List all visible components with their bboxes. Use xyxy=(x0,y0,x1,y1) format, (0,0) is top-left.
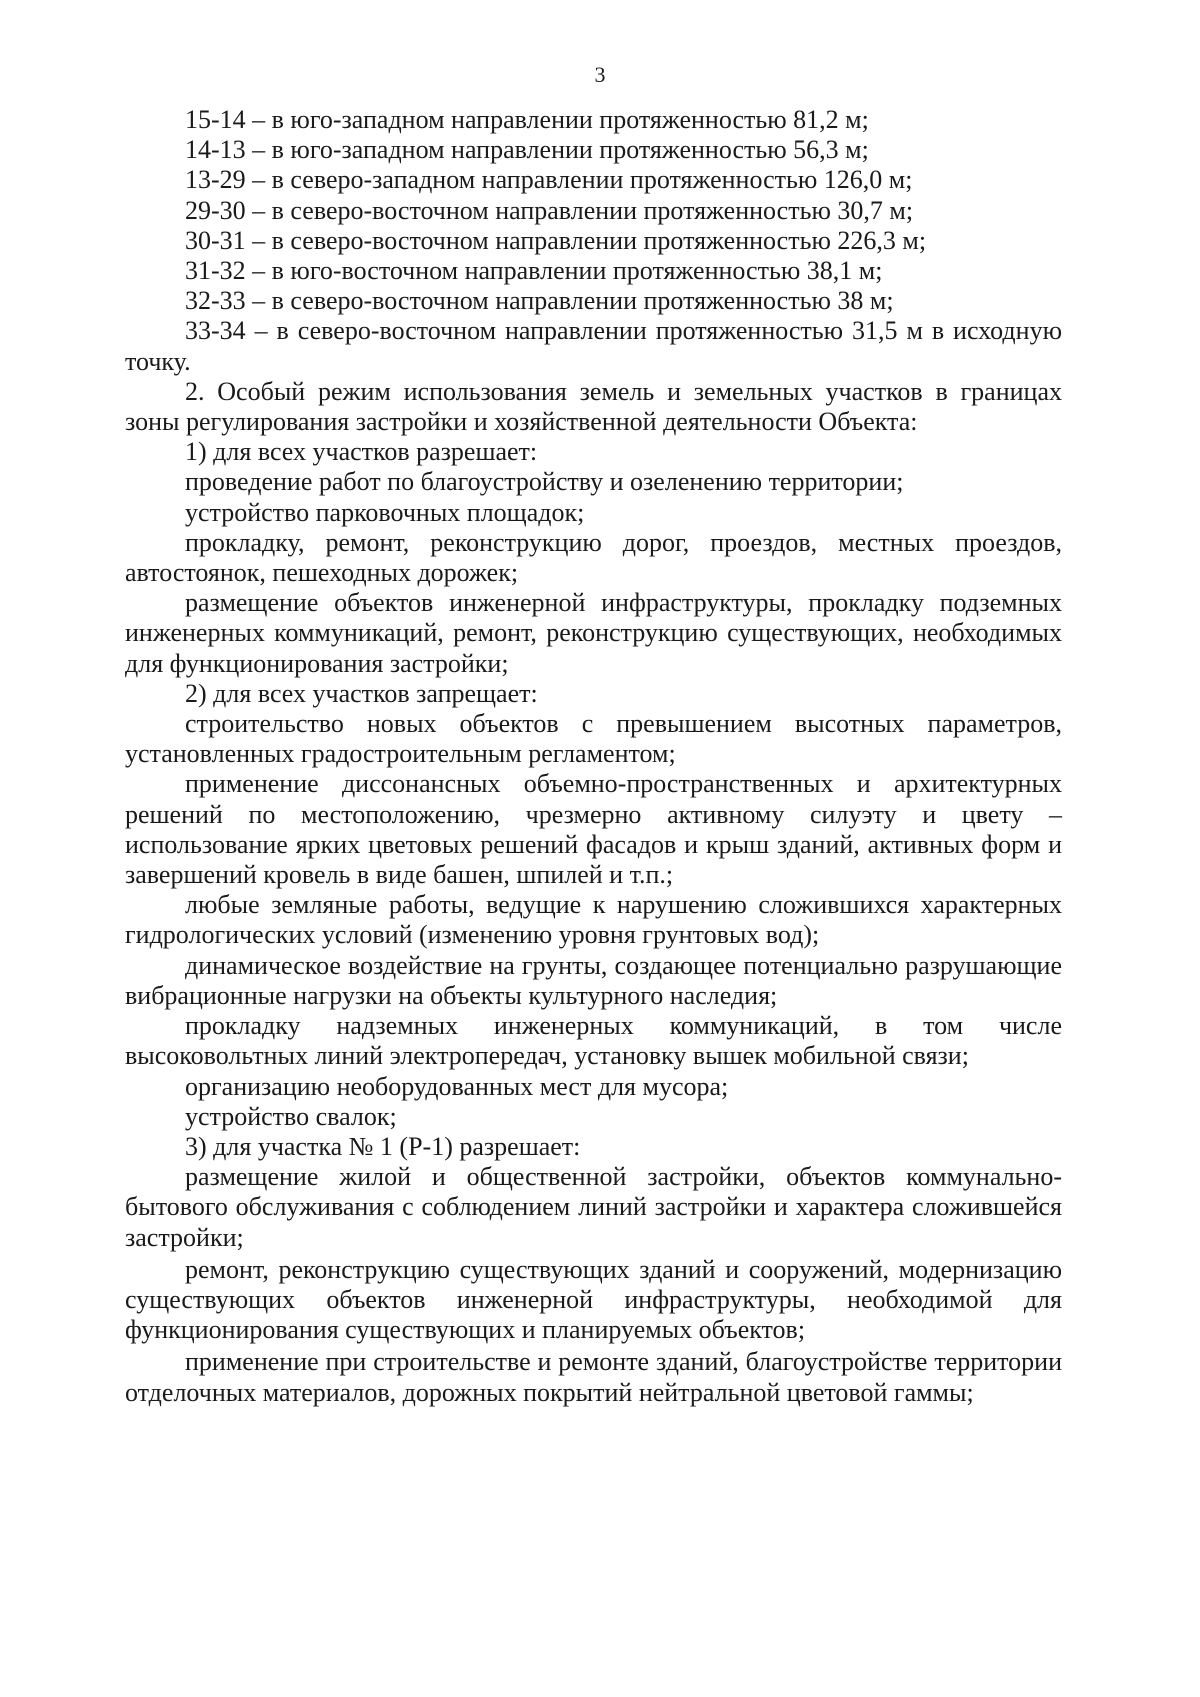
boundary-line-final: 33-34 – в северо-восточном направлении протяженностью 31,5 м в исходную точку. xyxy=(125,316,1062,376)
list-item: ремонт, реконструкцию существующих зданий и сооружений, модернизацию существующих объектов инженерной инфраструктуры, необходимой для функционирования существующих и планируемых объектов; xyxy=(125,1254,1062,1345)
list-item: устройство свалок; xyxy=(185,1101,397,1131)
list-item: размещение жилой и общественной застройки, объектов коммунально-бытового обслуживания с соблюдением линий застройки и характера сложившейся застройки; xyxy=(125,1162,1062,1252)
list-item: динамическое воздействие на грунты, создающее потенциально разрушающие вибрационные нагрузки на объекты культурного наследия; xyxy=(125,950,1062,1010)
list-item: применение диссонансных объемно-пространственных и архитектурных решений по местоположению, чрезмерно активному силуэту и цвету – использование ярких цветовых решений фасадов и крыш зданий, активных форм и завершений кровель в виде башен, шпилей и т.п.; xyxy=(125,769,1062,890)
list-item: применение при строительстве и ремонте зданий, благоустройстве территории отделочных материалов, дорожных покрытий нейтральной цветовой гаммы; xyxy=(125,1347,1062,1407)
boundary-line: 15-14 – в юго-западном направлении протяженностью 81,2 м; xyxy=(185,105,869,134)
document-body xyxy=(125,105,1062,1408)
list-item: размещение объектов инженерной инфраструктуры, прокладку подземных инженерных коммуникаций, ремонт, реконструкцию существующих, необходимых для функционирования застройки; xyxy=(125,588,1062,678)
list-item: проведение работ по благоустройству и озеленению территории; xyxy=(185,467,904,497)
list-item: строительство новых объектов с превышением высотных параметров, установленных градостроительным регламентом; xyxy=(125,709,1062,769)
boundary-line: 32-33 – в северо-восточном направлении протяженностью 38 м; xyxy=(185,286,894,316)
list-item: устройство парковочных площадок; xyxy=(185,497,585,527)
list-item: прокладку надземных инженерных коммуникаций, в том числе высоковольтных линий электропередач, установку вышек мобильной связи; xyxy=(125,1011,1062,1071)
boundary-line: 14-13 – в юго-западном направлении протяженностью 56,3 м; xyxy=(185,135,869,165)
list-item: организацию необорудованных мест для мусора; xyxy=(185,1071,729,1101)
boundary-line: 30-31 – в северо-восточном направлении протяженностью 226,3 м; xyxy=(185,225,927,255)
subsection-1-heading: 1) для всех участков разрешает: xyxy=(185,437,538,467)
list-item: прокладку, ремонт, реконструкцию дорог, проездов, местных проездов, автостоянок, пешеходных дорожек; xyxy=(125,527,1062,588)
subsection-2-heading: 2) для всех участков запрещает: xyxy=(185,678,538,708)
boundary-line: 29-30 – в северо-восточном направлении протяженностью 30,7 м; xyxy=(185,195,914,225)
list-item: любые земляные работы, ведущие к нарушению сложившихся характерных гидрологических условий (изменению уровня грунтовых вод); xyxy=(125,890,1062,950)
subsection-3-heading: 3) для участка № 1 (Р-1) разрешает: xyxy=(185,1131,581,1161)
boundary-line: 31-32 – в юго-восточном направлении протяженностью 38,1 м; xyxy=(185,256,883,286)
section-heading-2: 2. Особый режим использования земель и земельных участков в границах зоны регулирования застройки и хозяйственной деятельности Объекта: xyxy=(125,376,1062,437)
boundary-line: 13-29 – в северо-западном направлении протяженностью 126,0 м; xyxy=(185,165,913,195)
page-number: 3 xyxy=(594,62,606,87)
